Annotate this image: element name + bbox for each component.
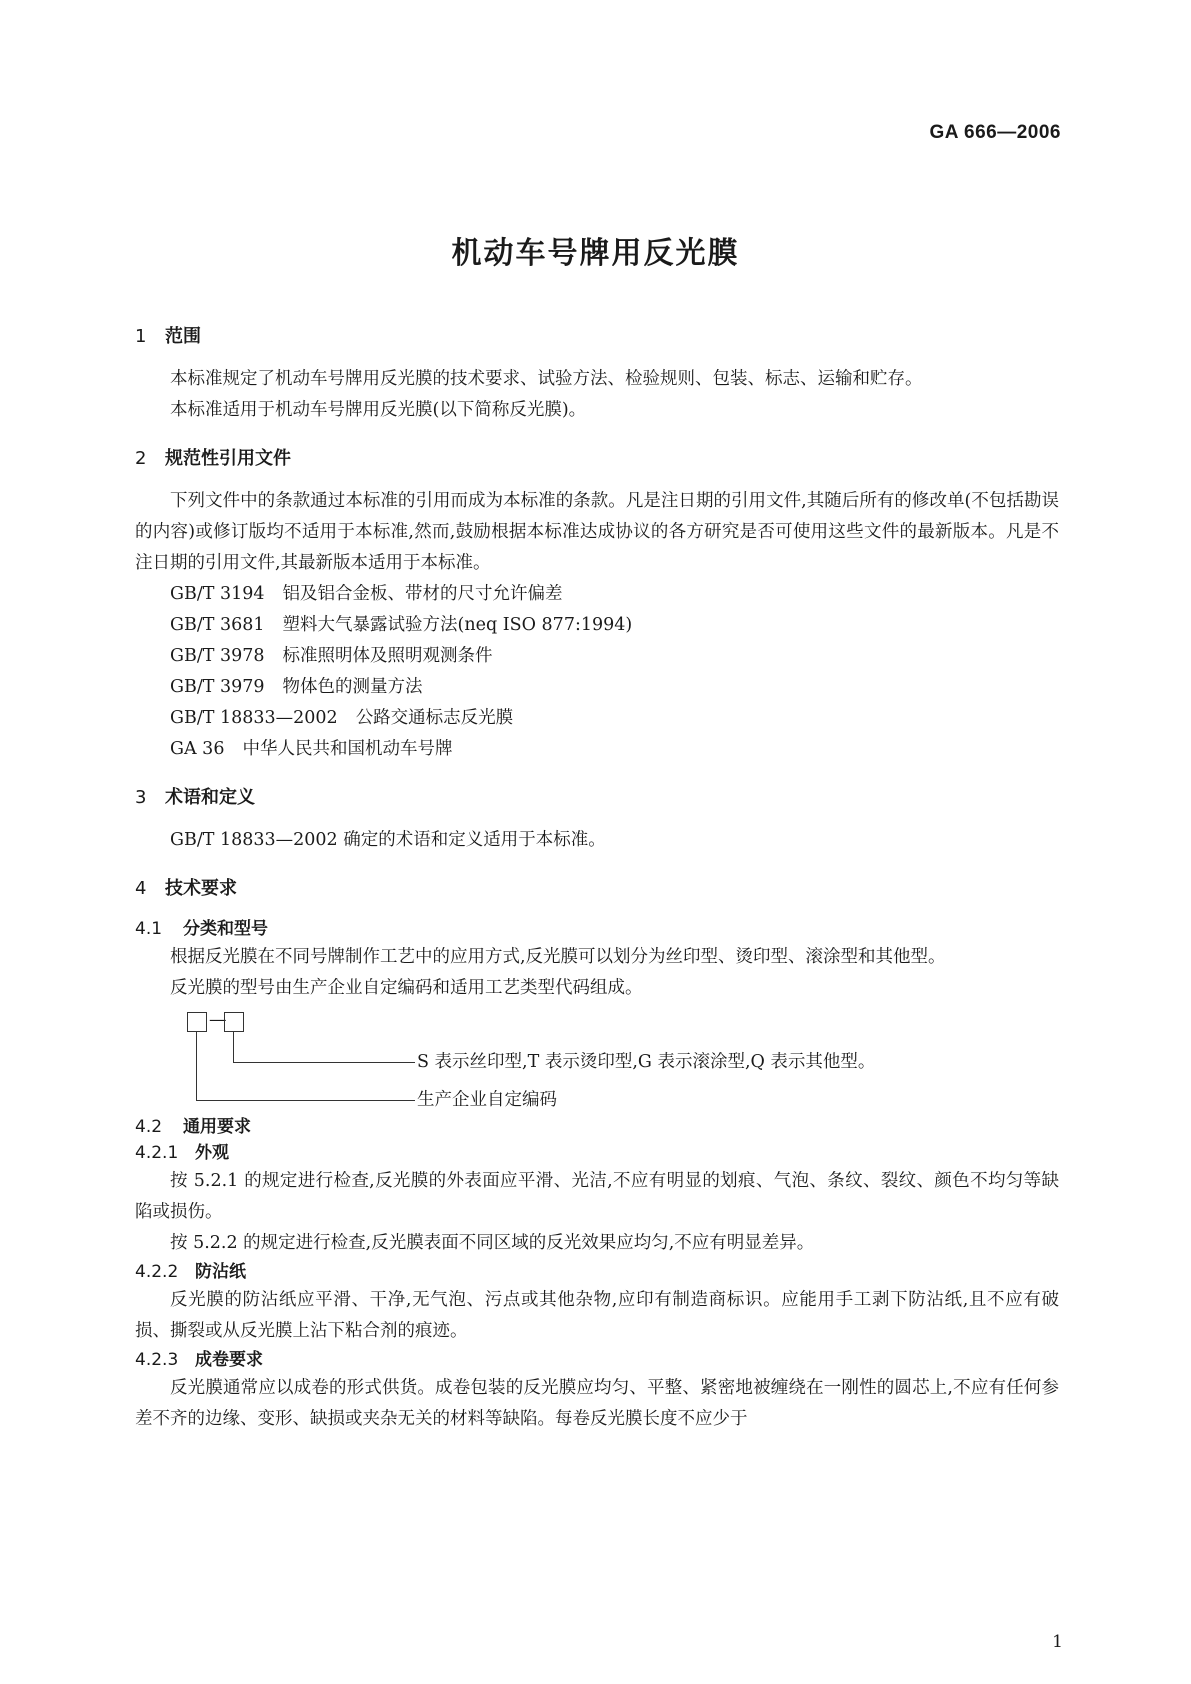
reference-item [135, 703, 1059, 734]
model-code-diagram [187, 1004, 1059, 1114]
section-4-2-2-heading [135, 1259, 1059, 1285]
section-number: 4 [135, 878, 147, 899]
paragraph: GB/T 18833—2002 确定的术语和定义适用于本标准。 [170, 830, 606, 850]
section-title: 分类和型号 [183, 919, 268, 939]
leader-vertical-left [196, 1032, 197, 1100]
reference-item [135, 641, 1059, 672]
reference-title: 中华人民共和国机动车号牌 [242, 739, 453, 759]
section-number: 4.2 [135, 1117, 163, 1137]
section-number: 4.2.1 [135, 1143, 179, 1163]
section-number: 2 [135, 448, 147, 469]
paragraph: 根据反光膜在不同号牌制作工艺中的应用方式,反光膜可以划分为丝印型、烫印型、滚涂型和其他型。 [170, 947, 946, 967]
document-body [135, 324, 1059, 1435]
leader-horizontal-left [196, 1100, 415, 1101]
paragraph: 反光膜的型号由生产企业自定编码和适用工艺类型代码组成。 [170, 978, 643, 998]
paragraph: 按 5.2.1 的规定进行检查,反光膜的外表面应平滑、光洁,不应有明显的划痕、气泡、条纹、裂纹、颜色不均匀等缺陷或损伤。 [135, 1171, 1059, 1222]
reference-code: GB/T 3194 [170, 584, 265, 604]
section-2-heading [135, 446, 1059, 472]
paragraph: 本标准规定了机动车号牌用反光膜的技术要求、试验方法、检验规则、包装、标志、运输和贮存。 [170, 369, 923, 389]
reference-item [135, 734, 1059, 765]
reference-code: GB/T 18833—2002 [170, 708, 338, 728]
section-title: 防沾纸 [195, 1262, 246, 1282]
reference-item [135, 672, 1059, 703]
section-title: 术语和定义 [165, 787, 255, 808]
section-4-2-1-heading [135, 1140, 1059, 1166]
section-3-heading [135, 785, 1059, 811]
paragraph: 反光膜的防沾纸应平滑、干净,无气泡、污点或其他杂物,应印有制造商标识。应能用手工剥下防沾纸,且不应有破损、撕裂或从反光膜上沾下粘合剂的痕迹。 [135, 1290, 1059, 1341]
section-4-2-heading [135, 1114, 1059, 1140]
reference-list [135, 579, 1059, 765]
section-title: 规范性引用文件 [165, 448, 291, 469]
reference-code: GB/T 3979 [170, 677, 265, 697]
section-number: 4.2.3 [135, 1350, 179, 1370]
reference-code: GB/T 3681 [170, 615, 265, 635]
section-title: 范围 [165, 326, 201, 347]
section-number: 1 [135, 326, 147, 347]
section-title: 通用要求 [183, 1117, 251, 1137]
standard-code: GA 666—2006 [929, 122, 1061, 143]
paragraph: 反光膜通常应以成卷的形式供货。成卷包装的反光膜应均匀、平整、紧密地被缠绕在一刚性的圆芯上,不应有任何参差不齐的边缘、变形、缺损或夹杂无关的材料等缺陷。每卷反光膜长度不应少于 [135, 1378, 1059, 1429]
section-number: 3 [135, 787, 147, 808]
manufacturer-code-label: 生产企业自定编码 [417, 1090, 557, 1110]
code-separator: — [209, 1010, 227, 1030]
reference-code: GA 36 [170, 739, 225, 759]
section-number: 4.1 [135, 919, 163, 939]
document-title: 机动车号牌用反光膜 [451, 236, 740, 271]
reference-item [135, 610, 1059, 641]
reference-title: 塑料大气暴露试验方法(neq ISO 877:1994) [282, 615, 633, 635]
paragraph: 下列文件中的条款通过本标准的引用而成为本标准的条款。凡是注日期的引用文件,其随后所有的修改单(不包括勘误的内容)或修订版均不适用于本标准,然而,鼓励根据本标准达成协议的各方研究是否可使用这些文件的最新版本。凡是不注日期的引用文件,其最新版本适用于本标准。 [135, 491, 1059, 573]
section-number: 4.2.2 [135, 1262, 179, 1282]
reference-title: 物体色的测量方法 [282, 677, 423, 697]
reference-title: 标准照明体及照明观测条件 [282, 646, 493, 666]
page-number: 1 [1052, 1632, 1063, 1652]
leader-vertical-right [233, 1032, 234, 1062]
reference-title: 铝及铝合金板、带材的尺寸允许偏差 [282, 584, 563, 604]
section-4-2-3-heading [135, 1347, 1059, 1373]
section-title: 技术要求 [165, 878, 237, 899]
section-title: 成卷要求 [195, 1350, 263, 1370]
section-1-heading [135, 324, 1059, 350]
section-title: 外观 [195, 1143, 229, 1163]
reference-code: GB/T 3978 [170, 646, 265, 666]
code-box-left [187, 1012, 207, 1032]
leader-horizontal-right [233, 1062, 415, 1063]
code-box-right [224, 1012, 244, 1032]
reference-title: 公路交通标志反光膜 [355, 708, 514, 728]
section-4-1-heading [135, 916, 1059, 942]
type-code-label: S 表示丝印型,T 表示烫印型,G 表示滚涂型,Q 表示其他型。 [417, 1052, 876, 1072]
reference-item [135, 579, 1059, 610]
section-4-heading [135, 876, 1059, 902]
paragraph: 本标准适用于机动车号牌用反光膜(以下简称反光膜)。 [170, 400, 587, 420]
paragraph: 按 5.2.2 的规定进行检查,反光膜表面不同区域的反光效果应均匀,不应有明显差异。 [170, 1233, 815, 1253]
